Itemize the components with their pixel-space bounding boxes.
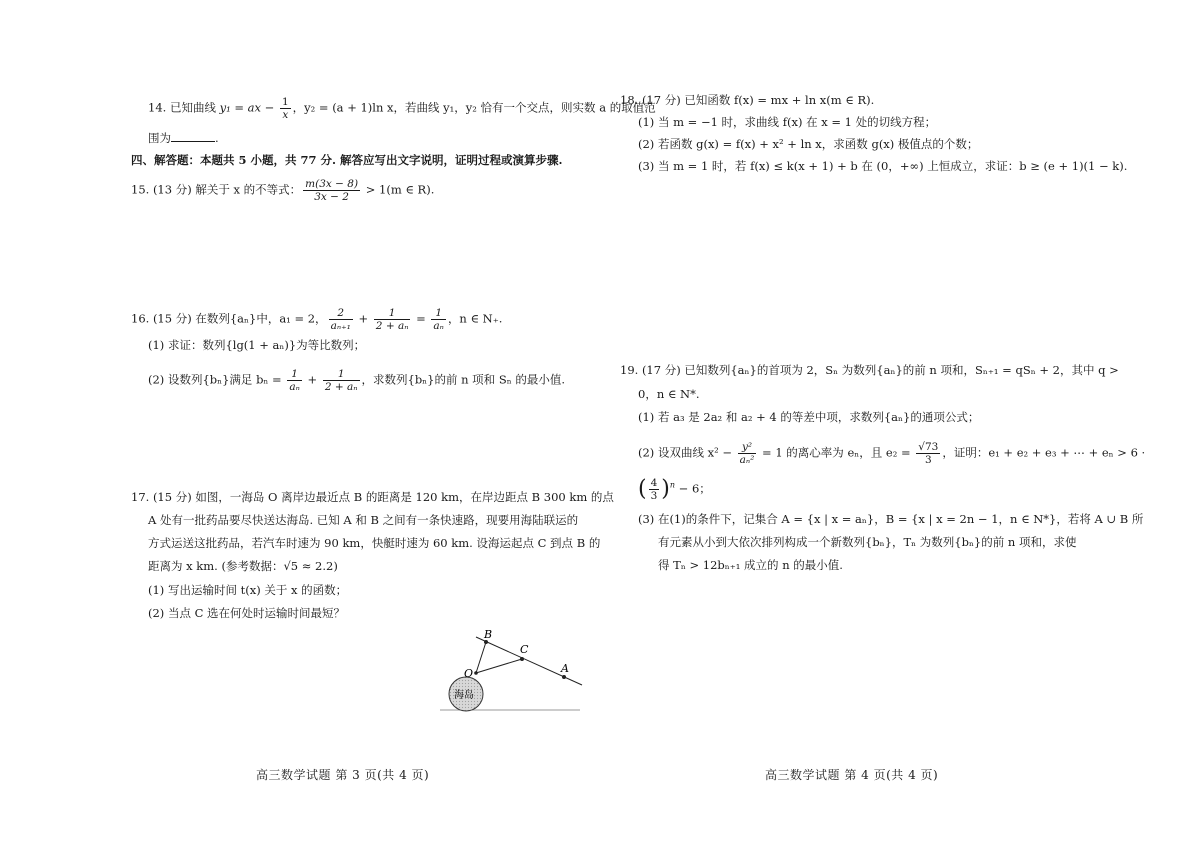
q16-f1-den: aₙ₊₁ <box>330 320 351 332</box>
q16-f3-den: aₙ <box>433 320 444 332</box>
q16-f1-num: 2 <box>329 307 353 320</box>
q18-line1: 18. (17 分) 已知函数 f(x) = mx + ln x(m ∈ R). <box>620 93 875 107</box>
q18-part1: (1) 当 m = −1 时，求曲线 f(x) 在 x = 1 处的切线方程； <box>638 115 937 129</box>
q19-part1: (1) 若 a₃ 是 2a₂ 和 a₂ + 4 的等差中项，求数列{aₙ}的通项公式； <box>638 410 980 424</box>
q17-line3: 方式运送这批药品，若汽车时速为 90 km，快艇时速为 60 km. 设海运起点 C 到点 B 的 <box>148 536 601 550</box>
label-island: 海岛 <box>454 690 474 701</box>
label-C: C <box>520 643 529 656</box>
label-O: O <box>464 667 474 680</box>
q17-line2: A 处有一批药品要尽快送达海岛. 已知 A 和 B 之间有一条快速路，现要用海陆联运的 <box>148 513 579 527</box>
q16-f2-num: 1 <box>374 307 411 320</box>
q16-suffix: ，n ∈ N₊. <box>447 311 503 326</box>
q19-p2-prefix: (2) 设双曲线 x² − <box>638 445 736 460</box>
coast-line <box>476 637 582 685</box>
q16-part2 <box>148 368 565 393</box>
q19-part3-line1: (3) 在(1)的条件下，记集合 A = {x | x = aₙ}，B = {x | x = 2n − 1，n ∈ N*}，若将 A ∪ B 所 <box>638 512 1144 526</box>
q16-p2-suffix: ，求数列{bₙ}的前 n 项和 Sₙ 的最小值. <box>361 372 566 387</box>
q16-f3-num: 1 <box>431 307 446 320</box>
q19-p2-suffix: ，证明：e₁ + e₂ + e₃ + ⋯ + eₙ > 6 · <box>942 445 1146 460</box>
q16-p2-plus: + <box>303 372 321 387</box>
q14-answer-blank <box>171 130 215 142</box>
q19-p2-l2-den: 3 <box>650 490 658 502</box>
q16-p2-frac1 <box>287 368 302 393</box>
segment-OB <box>476 642 486 673</box>
q19-p2-l2-exp: n <box>669 480 676 490</box>
q15-line <box>131 178 434 203</box>
segment-OC <box>476 659 522 673</box>
q16-f2-den: 2 + aₙ <box>375 320 409 332</box>
q16-p2-f1-num: 1 <box>287 368 302 381</box>
q19-p2-mid: = 1 的离心率为 eₙ，且 e₂ = <box>758 445 915 460</box>
q15-suffix: > 1(m ∈ R). <box>362 182 435 197</box>
q19-p2-frac2 <box>916 441 940 466</box>
q14-frac-num: 1 <box>281 96 289 108</box>
q16-p2-frac2 <box>323 368 360 393</box>
q19-p2-f2-num: √73 <box>918 441 939 453</box>
point-A <box>562 675 566 679</box>
q19-p2-l2-frac <box>649 477 660 502</box>
q19-p2-l2-num: 4 <box>650 477 658 489</box>
q16-eq: = <box>412 311 430 326</box>
q15-prefix: 15. (13 分) 解关于 x 的不等式： <box>131 182 302 197</box>
point-C <box>520 657 524 661</box>
q19-p2-l2-suffix: − 6； <box>675 481 711 496</box>
q15-frac-den: 3x − 2 <box>314 191 349 203</box>
q16-p2-prefix: (2) 设数列{bₙ}满足 bₙ = <box>148 372 286 387</box>
q18-part3: (3) 当 m = 1 时，若 f(x) ≤ k(x + 1) + b 在 (0，+∞) 上恒成立，求证：b ≥ (e + 1)(1 − k). <box>638 159 1128 173</box>
q19-part3-line3: 得 Tₙ > 12bₙ₊₁ 成立的 n 的最小值. <box>658 558 843 572</box>
q17-line1: 17. (15 分) 如图，一海岛 O 离岸边最近点 B 的距离是 120 km，在岸边距点 B 300 km 的点 <box>131 490 614 504</box>
q19-paren-open: ( <box>638 476 647 502</box>
q14-line2 <box>148 130 219 146</box>
q16-plus: + <box>354 311 372 326</box>
q16-part1: (1) 求证：数列{lg(1 + aₙ)}为等比数列； <box>148 338 366 352</box>
q19-line2: 0，n ∈ N*. <box>638 387 700 401</box>
q16-frac1 <box>329 307 353 332</box>
q16-p2-f2-den: 2 + aₙ <box>324 381 358 393</box>
q16-p2-f2-num: 1 <box>323 368 360 381</box>
q17-part1: (1) 写出运输时间 t(x) 关于 x 的函数； <box>148 583 348 597</box>
q14-line2-start: 围为 <box>148 131 171 145</box>
q19-p2-f1-num: y² <box>738 441 757 454</box>
left-footer: 高三数学试题 第 3 页(共 4 页) <box>256 768 430 782</box>
q19-part3-line2: 有元素从小到大依次排列构成一个新数列{bₙ}，Tₙ 为数列{bₙ}的前 n 项和，求使 <box>658 535 1077 549</box>
q14-line1 <box>148 96 656 121</box>
label-A: A <box>561 662 569 675</box>
q19-paren-close: ) <box>661 476 670 502</box>
q16-p2-f1-den: aₙ <box>289 381 300 393</box>
right-footer: 高三数学试题 第 4 页(共 4 页) <box>765 768 939 782</box>
q15-fraction <box>303 178 360 203</box>
right-page <box>600 0 1200 849</box>
q19-p2-f2-den: 3 <box>924 454 932 466</box>
label-B: B <box>484 628 493 641</box>
q19-part2-line2 <box>638 477 711 502</box>
q16-prefix: 16. (15 分) 在数列{aₙ}中，a₁ = 2， <box>131 311 327 326</box>
section4-heading: 四、解答题：本题共 5 小题，共 77 分. 解答应写出文字说明，证明过程或演算步骤. <box>131 153 563 167</box>
q14-frac-den: x <box>282 109 289 121</box>
q16-line1 <box>131 307 502 332</box>
q14-fraction <box>280 96 291 121</box>
q14-prefix: 14. 已知曲线 <box>148 100 220 115</box>
q19-p2-f1-den: aₙ² <box>739 454 755 466</box>
q15-frac-num: m(3x − 8) <box>305 178 359 190</box>
q16-frac2 <box>374 307 411 332</box>
q17-figure <box>440 622 590 718</box>
q17-part2: (2) 当点 C 选在何处时运输时间最短？ <box>148 606 346 620</box>
point-O <box>474 671 478 675</box>
q19-line1: 19. (17 分) 已知数列{aₙ}的首项为 2，Sₙ 为数列{aₙ}的前 n 项和，Sₙ₊₁ = qSₙ + 2，其中 q > <box>620 363 1119 377</box>
q16-frac3 <box>431 307 446 332</box>
q14-line2-end: . <box>215 131 219 145</box>
q17-line4: 距离为 x km. (参考数据：√5 ≈ 2.2) <box>148 559 338 573</box>
q14-y1: y₁ = ax − <box>219 100 278 115</box>
q19-part2 <box>638 441 1145 466</box>
q14-mid: ，y₂ = (a + 1)ln x，若曲线 y₁，y₂ 恰有一个交点，则实数 a 的取值范 <box>292 100 656 115</box>
q18-part2: (2) 若函数 g(x) = f(x) + x² + ln x，求函数 g(x) 极值点的个数； <box>638 137 979 151</box>
q19-p2-frac1 <box>738 441 757 466</box>
